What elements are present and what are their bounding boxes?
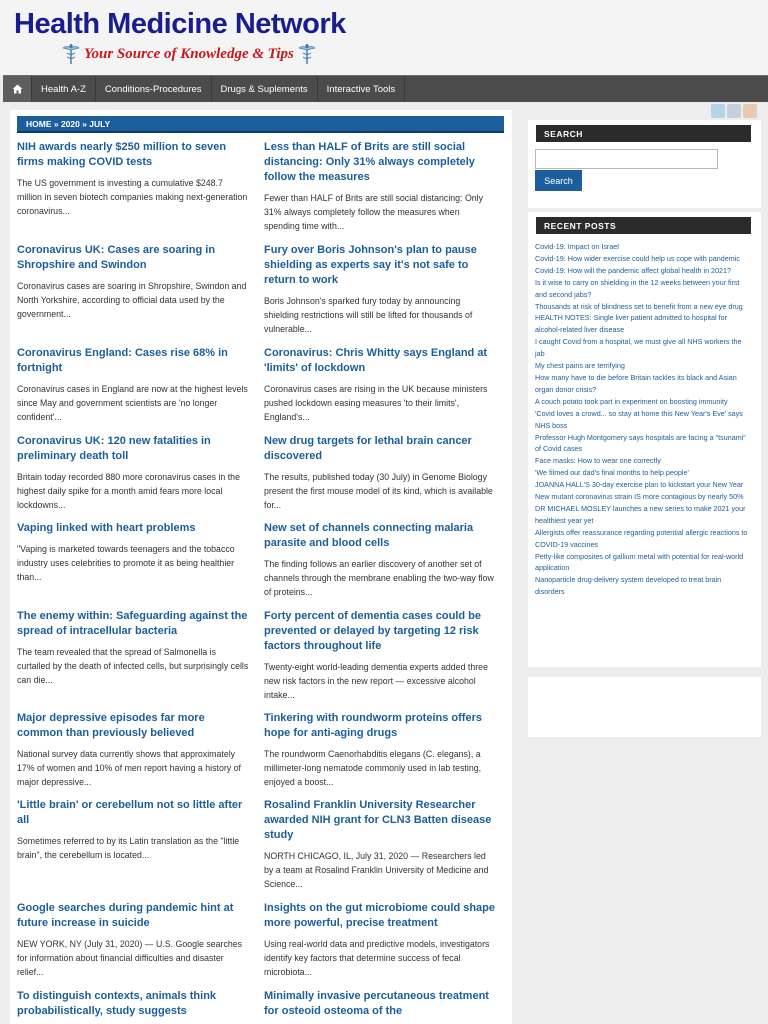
post-card [264, 609, 496, 702]
post-excerpt: Using real-world data and predictive models, investigators identify key factors that determine success of fecal microbiota... [264, 939, 490, 977]
post-card [264, 521, 496, 599]
post-excerpt: Coronavirus cases are soaring in Shropshire, Swindon and North Yorkshire, according to official data used by the government... [17, 281, 247, 319]
post-card [17, 901, 249, 979]
home-icon [12, 84, 23, 94]
recent-posts-title: RECENT POSTS [536, 217, 751, 234]
search-input[interactable] [535, 149, 718, 169]
post-title[interactable]: The enemy within: Safeguarding against the spread of intracellular bacteria [17, 610, 248, 637]
post-excerpt: The roundworm Caenorhabditis elegans (C. elegans), a millimeter-long nematode commonly used in lab testing, enjoyed a boost... [264, 749, 482, 787]
recent-post-link[interactable]: I caught Covid from a hospital, we must give all NHS workers the jab [535, 337, 742, 359]
post-title[interactable]: Google searches during pandemic hint at future increase in suicide [17, 902, 234, 929]
nav-item-drugs-suplements[interactable]: Drugs & Suplements [212, 76, 318, 102]
post-excerpt: Twenty-eight world-leading dementia experts added three new risk factors in the new report — excessive alcohol intake... [264, 662, 488, 700]
nav-item-interactive-tools[interactable]: Interactive Tools [318, 76, 405, 102]
post-title[interactable]: Major depressive episodes far more common than previously believed [17, 712, 205, 739]
site-header [0, 0, 768, 75]
search-widget-title: SEARCH [536, 125, 751, 142]
post-title[interactable]: Coronavirus: Chris Whitty says England at 'limits' of lockdown [264, 347, 488, 374]
caduceus-right-icon [298, 43, 316, 65]
recent-post-link[interactable]: Thousands at risk of blindness set to benefit from a new eye drug [535, 301, 743, 311]
post-excerpt: The US government is investing a cumulative $248.7 million in seven biotech companies making next-generation coronavirus... [17, 178, 248, 216]
post-excerpt: The team revealed that the spread of Salmonella is curtailed by the death of infected cells, but surprisingly cells can die... [17, 647, 249, 685]
recent-post-link[interactable]: Covid-19: How wider exercise could help us cope with pandemic [535, 253, 740, 263]
post-title[interactable]: Fury over Boris Johnson's plan to pause shielding as experts say it's not safe to return to work [264, 244, 477, 286]
facebook-icon[interactable] [727, 104, 741, 118]
post-excerpt: Coronavirus cases are rising in the UK because ministers pushed lockdown easing measures 'to their limits', England's... [264, 384, 488, 422]
recent-post-link[interactable]: 'Covid loves a crowd... so stay at home this New Year's Eve' says NHS boss [535, 408, 743, 430]
post-card [264, 798, 496, 891]
post-title[interactable]: 'Little brain' or cerebellum not so little after all [17, 799, 243, 826]
recent-post-link[interactable]: HEALTH NOTES: Single liver patient admitted to hospital for alcohol-related liver disease [535, 313, 728, 335]
post-card [17, 346, 249, 424]
post-card [17, 609, 249, 687]
nav-item-conditions-procedures[interactable]: Conditions-Procedures [96, 76, 212, 102]
recent-post-link[interactable]: Allergists offer reassurance regarding potential allergic reactions to COVID-19 vaccines [535, 527, 748, 549]
main-nav [3, 75, 768, 102]
recent-post-link[interactable]: JOANNA HALL'S 30-day exercise plan to kickstart your New Year [535, 480, 744, 490]
post-excerpt: Britain today recorded 880 more coronavirus cases in the highest daily spike for a month amid fears more local lockdowns... [17, 472, 240, 510]
recent-posts-list [535, 241, 750, 598]
recent-post-link[interactable]: My chest pains are terrifying [535, 361, 625, 371]
post-card [17, 989, 249, 1024]
post-card [264, 243, 496, 336]
social-icons [711, 104, 757, 118]
post-title[interactable]: Tinkering with roundworm proteins offers hope for anti-aging drugs [264, 712, 482, 739]
recent-post-link[interactable]: Nanoparticle drug-delivery system developed to treat brain disorders [535, 575, 722, 597]
recent-post-link[interactable]: Professor Hugh Montgomery says hospitals are facing a "tsunami" of Covid cases [535, 432, 746, 454]
nav-home[interactable] [3, 76, 32, 102]
post-excerpt: "Vaping is marketed towards teenagers and the tobacco industry uses celebrities to promote it as being healthier than... [17, 544, 235, 582]
post-card [17, 140, 249, 218]
recent-post-link[interactable]: How many have to die before Britain tackles its black and Asian organ donor crisis? [535, 372, 737, 394]
recent-post-link[interactable]: Covid-19: How will the pandemic affect global health in 2021? [535, 265, 732, 275]
post-title[interactable]: To distinguish contexts, animals think probabilistically, study suggests [17, 990, 217, 1017]
site-tagline: Your Source of Knowledge & Tips [84, 45, 294, 62]
tagline-row [62, 43, 316, 65]
post-card [264, 346, 496, 424]
post-excerpt: Boris Johnson's sparked fury today by announcing shielding restrictions will still be lifted for thousands of vulnerable... [264, 296, 473, 334]
recent-post-link[interactable]: Covid-19: Impact on Israel [535, 242, 619, 251]
post-excerpt: The results, published today (30 July) in Genome Biology present the first mouse model of its kind, which is available for... [264, 472, 493, 510]
post-card [17, 243, 249, 321]
post-excerpt: NEW YORK, NY (July 31, 2020) — U.S. Google searches for information about financial difficulties and disaster relief... [17, 939, 243, 977]
post-title[interactable]: NIH awards nearly $250 million to seven firms making COVID tests [17, 141, 227, 168]
recent-post-link[interactable]: Petty-like composites of gallium metal with potential for real-world application [535, 551, 744, 573]
post-excerpt: NORTH CHICAGO, IL, July 31, 2020 — Researchers led by a team at Rosalind Franklin University of Medicine and Science... [264, 851, 489, 889]
recent-post-link[interactable]: Is it wise to carry on shielding in the 12 weeks between your first and second jabs? [535, 277, 740, 299]
post-title[interactable]: Forty percent of dementia cases could be prevented or delayed by targeting 12 risk factors throughout life [264, 610, 482, 652]
recent-post-link[interactable]: 'We filmed our dad's final months to help people' [535, 468, 689, 478]
empty-widget [528, 677, 761, 737]
post-excerpt: National survey data currently shows that approximately 17% of women and 10% of men report having a history of major depressive... [17, 749, 241, 787]
post-excerpt: Sometimes referred to by its Latin translation as the "little brain", the cerebellum is located... [17, 836, 240, 860]
post-excerpt: Coronavirus cases in England are now at the highest levels since May and government scientists are 'no longer confident'... [17, 384, 248, 422]
post-title[interactable]: Vaping linked with heart problems [17, 522, 196, 534]
caduceus-left-icon [62, 43, 80, 65]
post-excerpt: Fewer than HALF of Brits are still social distancing: Only 31% always completely follow the measures when spending time with... [264, 193, 484, 231]
post-title[interactable]: New drug targets for lethal brain cancer discovered [264, 435, 472, 462]
post-title[interactable]: New set of channels connecting malaria parasite and blood cells [264, 522, 474, 549]
search-button[interactable]: Search [535, 170, 582, 191]
recent-post-link[interactable]: New mutant coronavirus strain IS more contagious by nearly 50% [535, 492, 744, 502]
post-card [17, 434, 249, 512]
post-card [264, 434, 496, 512]
post-title[interactable]: Minimally invasive percutaneous treatment for osteoid osteoma of the [264, 990, 489, 1017]
main-content [10, 110, 512, 1024]
post-card [264, 989, 496, 1024]
recent-post-link[interactable]: A couch potato took part in experiment on boosting immunity [535, 396, 728, 406]
post-card [264, 711, 496, 789]
post-card [17, 521, 249, 584]
post-title[interactable]: Coronavirus England: Cases rise 68% in fortnight [17, 347, 228, 374]
post-title[interactable]: Insights on the gut microbiome could shape more powerful, precise treatment [264, 902, 496, 929]
recent-post-link[interactable]: DR MICHAEL MOSLEY launches a new series to make 2021 your healthiest year yet [535, 503, 746, 525]
post-title[interactable]: Coronavirus UK: 120 new fatalities in preliminary death toll [17, 435, 211, 462]
site-title[interactable]: Health Medicine Network [14, 8, 346, 40]
post-card [264, 140, 496, 233]
rss-icon[interactable] [743, 104, 757, 118]
post-card [264, 901, 496, 979]
post-excerpt: The finding follows an earlier discovery of another set of channels through the membrane enabling the two-way flow of proteins... [264, 559, 494, 597]
post-title[interactable]: Rosalind Franklin University Researcher awarded NIH grant for CLN3 Batten disease study [264, 799, 492, 841]
post-card [17, 798, 249, 862]
recent-post-link[interactable]: Face masks: How to wear one correctly [535, 456, 661, 466]
twitter-icon[interactable] [711, 104, 725, 118]
nav-item-health-a-z[interactable]: Health A-Z [32, 76, 96, 102]
breadcrumb[interactable]: HOME » 2020 » JULY [17, 116, 504, 133]
post-card [17, 711, 249, 789]
post-title[interactable]: Less than HALF of Brits are still social distancing: Only 31% always completely follow the measures [264, 141, 475, 183]
post-title[interactable]: Coronavirus UK: Cases are soaring in Shropshire and Swindon [17, 244, 216, 271]
